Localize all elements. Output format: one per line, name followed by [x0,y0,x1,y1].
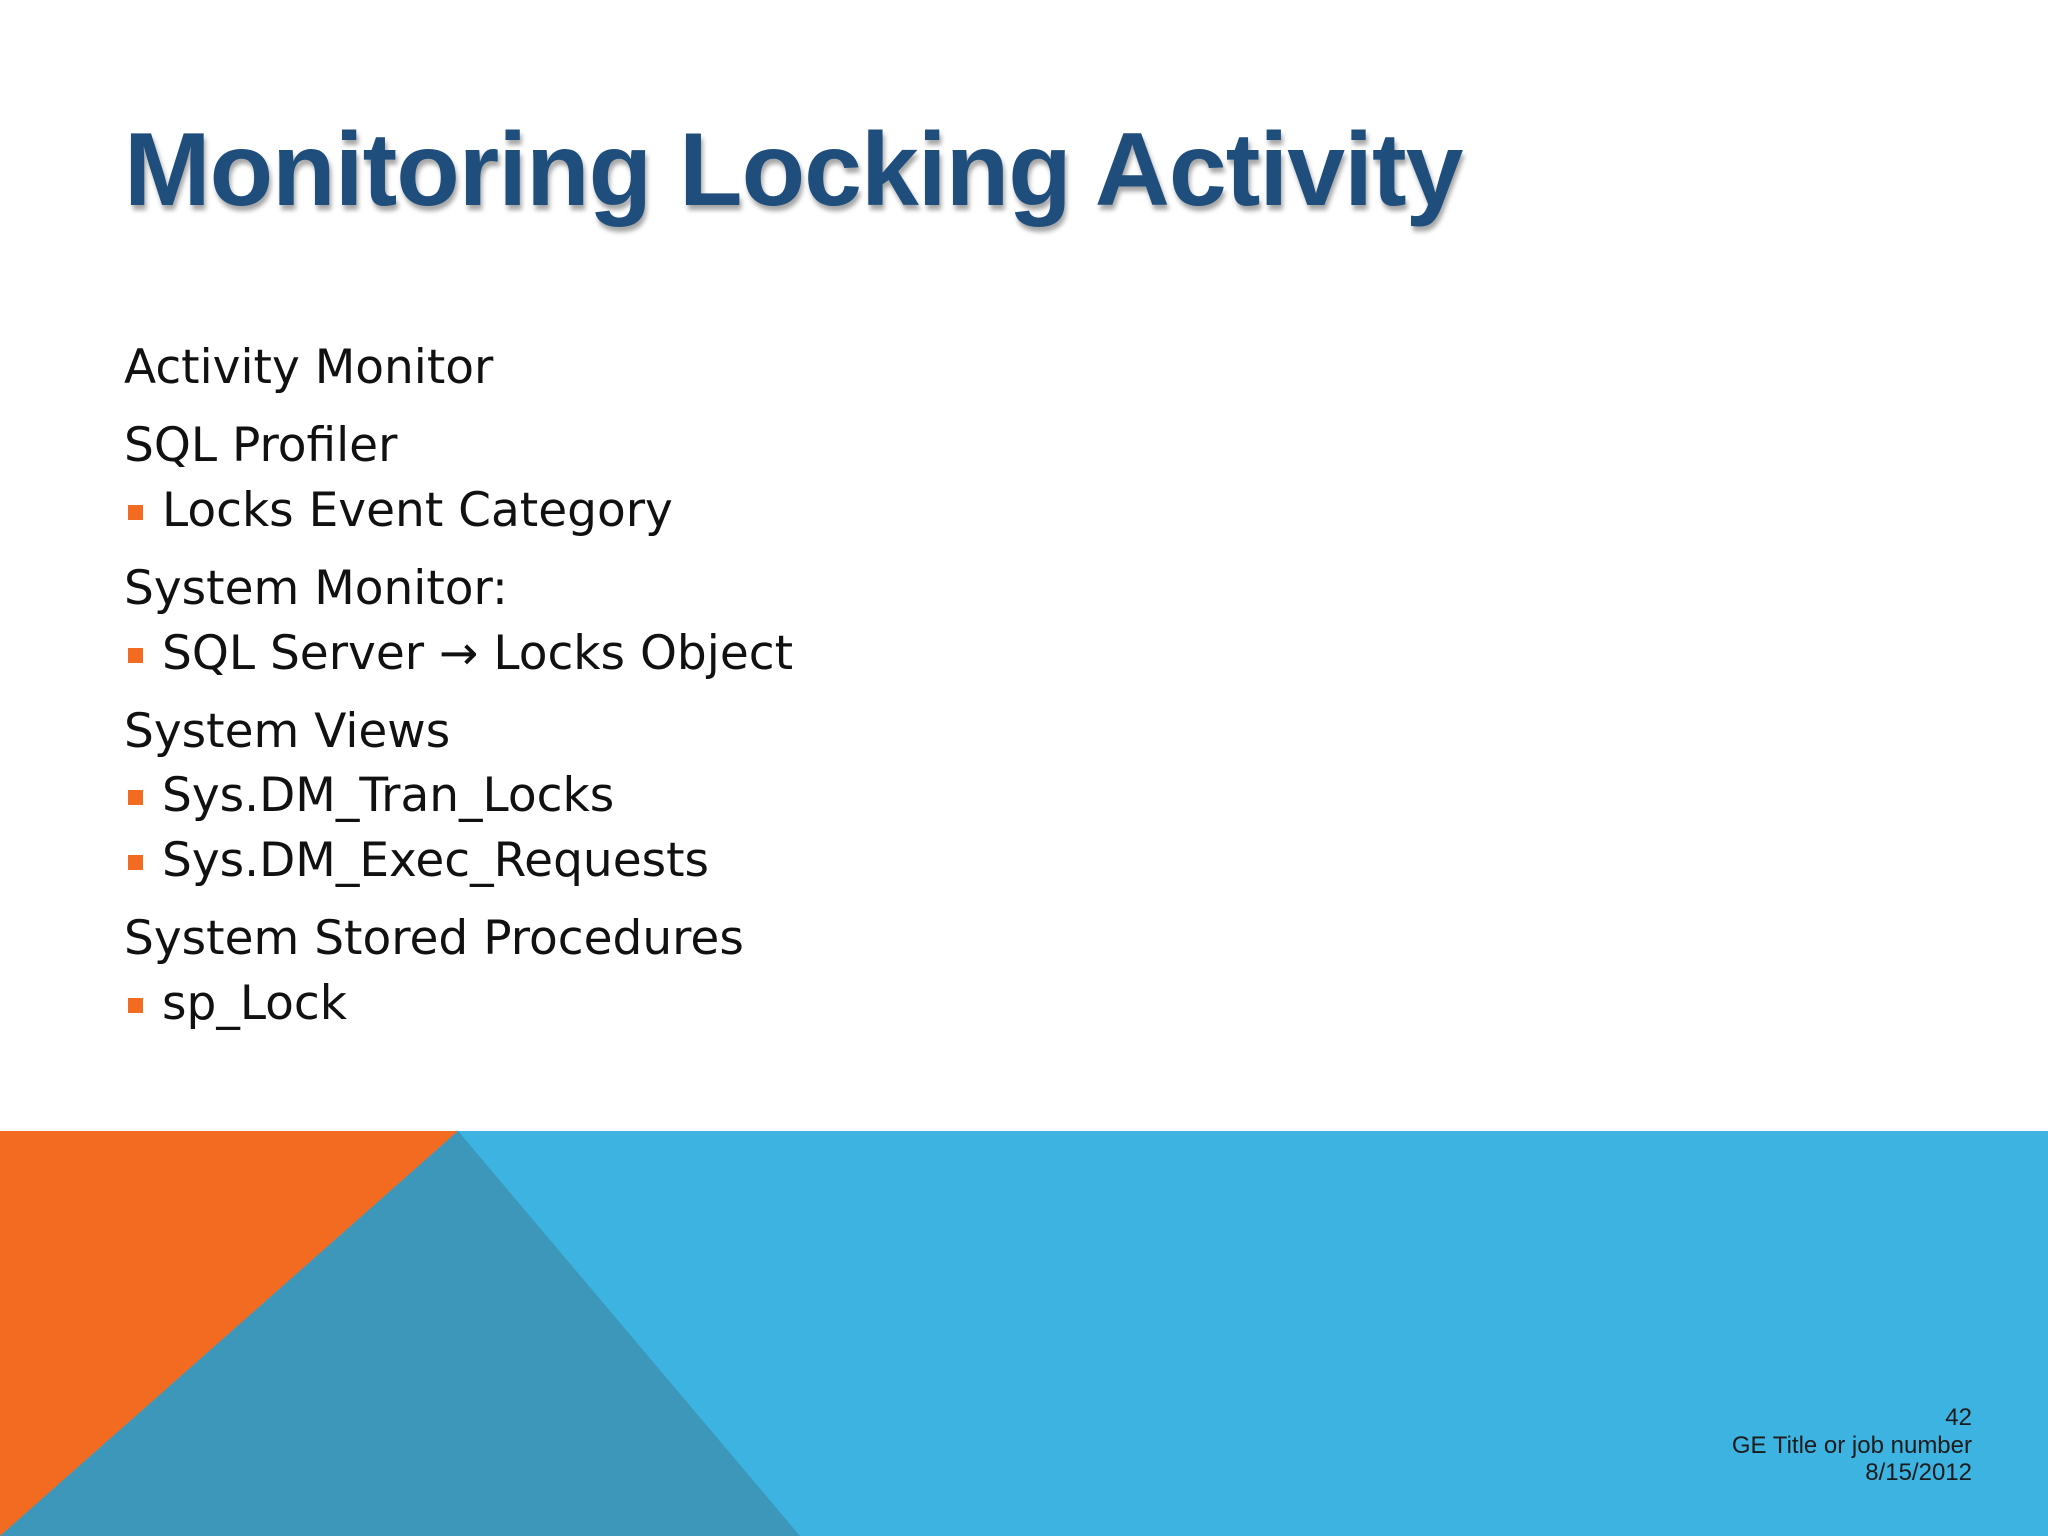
footer-meta [1732,1404,1972,1487]
list-item-text: SQL Server → Locks Object [162,625,794,681]
square-bullet-icon [128,855,143,870]
list-item-text: System Stored Procedures [124,911,744,967]
footer-label: GE Title or job number [1731,1431,1972,1459]
list-item-text: System Monitor: [124,561,508,617]
list-item-text: Locks Event Category [162,482,673,538]
footer-date: 8/15/2012 [1865,1459,1972,1487]
list-item-text: Activity Monitor [124,340,494,395]
square-bullet-icon [128,998,143,1013]
list-item-text: Sys.DM_Tran_Locks [162,768,615,824]
list-item-text: SQL Profiler [124,418,398,474]
list-item [124,833,1224,889]
square-bullet-icon [128,790,143,805]
list-item [124,340,1224,396]
list-item [124,911,1224,967]
slide-content [124,340,1224,1032]
square-bullet-icon [128,648,143,663]
list-item [124,626,1224,682]
list-item [124,704,1224,760]
list-item-text: System Views [124,703,451,759]
list-item [124,418,1224,474]
list-item [124,768,1224,824]
list-item-text: Sys.DM_Exec_Requests [162,832,710,888]
square-bullet-icon [128,505,143,520]
list-item [124,561,1224,617]
list-item [124,483,1224,539]
slide-number: 42 [1945,1404,1972,1431]
list-item [124,976,1224,1032]
slide-title: Monitoring Locking Activity [124,112,1463,228]
list-item-text: sp_Lock [162,975,347,1031]
